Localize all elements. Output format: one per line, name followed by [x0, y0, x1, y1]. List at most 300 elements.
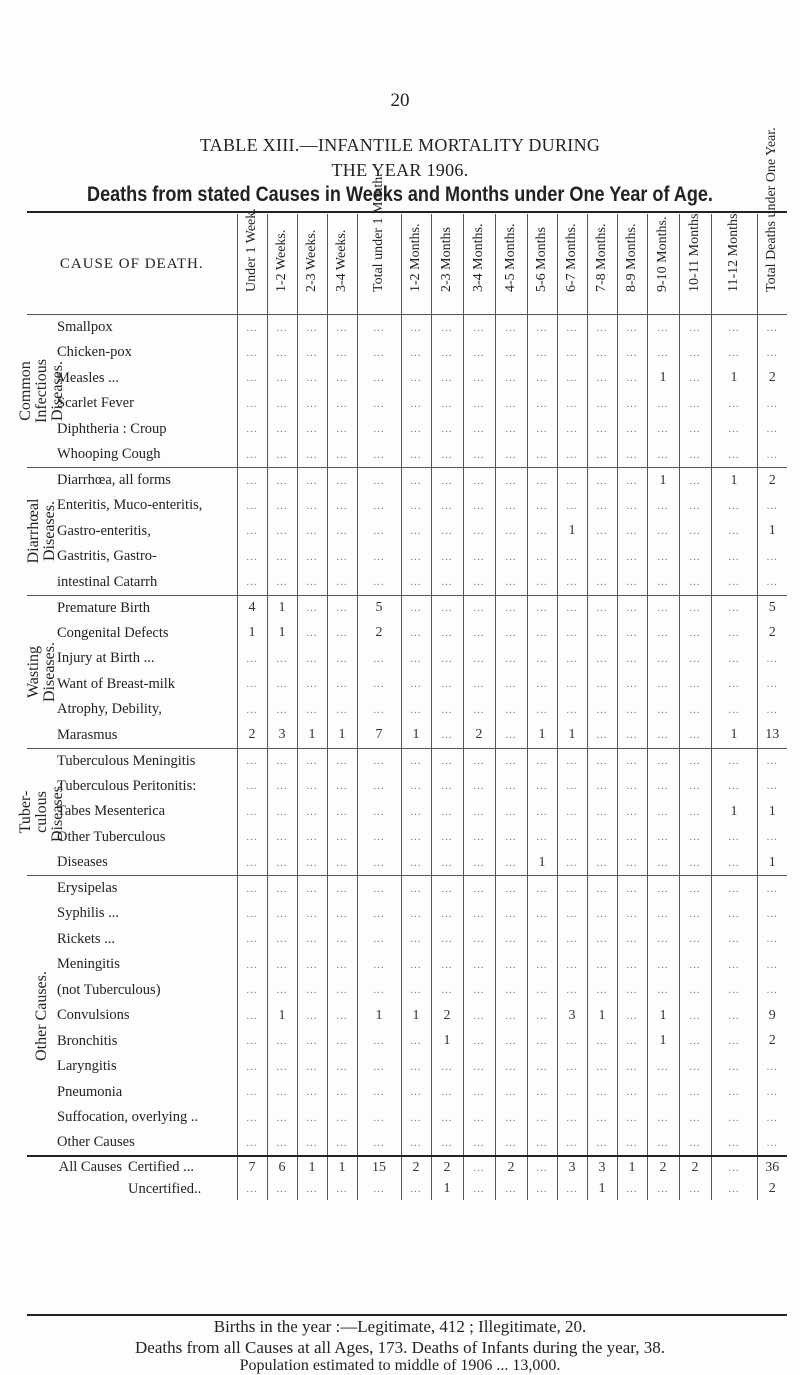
- value-cell: ...: [463, 340, 495, 366]
- value-cell: ...: [679, 901, 711, 927]
- value-cell: ...: [527, 1178, 557, 1200]
- value-cell: ...: [647, 570, 679, 596]
- value-cell: ...: [357, 952, 401, 978]
- value-cell: ...: [679, 595, 711, 621]
- value-cell: ...: [617, 876, 647, 902]
- value-cell: 1: [587, 1178, 617, 1200]
- column-header-label: 8-9 Months.: [624, 223, 640, 292]
- cause-label: Scarlet Fever: [57, 395, 134, 412]
- table-row: [27, 1054, 787, 1080]
- value-cell: ...: [327, 901, 357, 927]
- value-cell: ...: [237, 799, 267, 825]
- value-cell: ...: [587, 799, 617, 825]
- value-cell: ...: [587, 417, 617, 443]
- value-cell: ...: [587, 697, 617, 723]
- value-cell: ...: [527, 1156, 557, 1178]
- value-cell: ...: [267, 697, 297, 723]
- column-header: [357, 173, 401, 315]
- value-cell: 5: [757, 595, 787, 621]
- value-cell: ...: [297, 468, 327, 494]
- value-cell: ...: [711, 315, 757, 341]
- value-cell: ...: [495, 1003, 527, 1029]
- value-cell: ...: [357, 544, 401, 570]
- value-cell: ...: [711, 340, 757, 366]
- value-cell: ...: [297, 1131, 327, 1157]
- value-cell: ...: [357, 417, 401, 443]
- value-cell: ...: [431, 723, 463, 749]
- value-cell: ...: [327, 978, 357, 1004]
- column-header: [297, 214, 327, 315]
- value-cell: ...: [431, 417, 463, 443]
- value-cell: ...: [679, 468, 711, 494]
- value-cell: ...: [757, 672, 787, 698]
- value-cell: ...: [401, 1029, 431, 1055]
- value-cell: ...: [267, 927, 297, 953]
- table-subtitle: Deaths from stated Causes in Weeks and Months under One Year of Age.: [87, 183, 713, 206]
- value-cell: ...: [557, 417, 587, 443]
- value-cell: ...: [327, 697, 357, 723]
- value-cell: 1: [267, 621, 297, 647]
- value-cell: ...: [327, 952, 357, 978]
- value-cell: 7: [357, 723, 401, 749]
- value-cell: ...: [711, 1105, 757, 1131]
- value-cell: ...: [463, 672, 495, 698]
- value-cell: ...: [327, 442, 357, 468]
- cause-label: Gastritis, Gastro-: [57, 548, 157, 565]
- value-cell: ...: [431, 442, 463, 468]
- column-header-label: 5-6 Months: [534, 227, 550, 292]
- value-cell: ...: [647, 1054, 679, 1080]
- value-cell: ...: [267, 825, 297, 851]
- cause-label: Marasmus: [57, 726, 118, 743]
- value-cell: ...: [463, 417, 495, 443]
- value-cell: ...: [557, 825, 587, 851]
- value-cell: ...: [327, 927, 357, 953]
- value-cell: ...: [557, 1029, 587, 1055]
- value-cell: 3: [557, 1156, 587, 1178]
- value-cell: ...: [401, 901, 431, 927]
- value-cell: ...: [557, 799, 587, 825]
- value-cell: ...: [647, 927, 679, 953]
- value-cell: ...: [587, 723, 617, 749]
- value-cell: ...: [327, 646, 357, 672]
- value-cell: ...: [297, 952, 327, 978]
- value-cell: ...: [679, 493, 711, 519]
- value-cell: ...: [557, 366, 587, 392]
- value-cell: ...: [401, 774, 431, 800]
- value-cell: 1: [267, 1003, 297, 1029]
- value-cell: 1: [647, 468, 679, 494]
- value-cell: ...: [527, 595, 557, 621]
- value-cell: ...: [711, 621, 757, 647]
- table-row: [27, 315, 787, 341]
- value-cell: ...: [757, 391, 787, 417]
- value-cell: ...: [557, 876, 587, 902]
- value-cell: ...: [557, 952, 587, 978]
- value-cell: ...: [557, 850, 587, 876]
- value-cell: ...: [647, 519, 679, 545]
- table-title-year: THE YEAR 1906.: [331, 160, 469, 180]
- cause-label: Injury at Birth ...: [57, 650, 155, 667]
- value-cell: ...: [527, 417, 557, 443]
- value-cell: ...: [463, 978, 495, 1004]
- value-cell: ...: [297, 1080, 327, 1106]
- value-cell: ...: [297, 876, 327, 902]
- value-cell: ...: [647, 442, 679, 468]
- value-cell: ...: [527, 366, 557, 392]
- value-cell: 1: [527, 850, 557, 876]
- value-cell: ...: [463, 442, 495, 468]
- value-cell: ...: [495, 366, 527, 392]
- value-cell: ...: [711, 544, 757, 570]
- value-cell: ...: [495, 978, 527, 1004]
- cause-label: Rickets ...: [57, 930, 115, 947]
- value-cell: ...: [617, 493, 647, 519]
- value-cell: ...: [357, 1080, 401, 1106]
- value-cell: ...: [495, 1054, 527, 1080]
- value-cell: ...: [237, 391, 267, 417]
- value-cell: 1: [237, 621, 267, 647]
- value-cell: ...: [267, 366, 297, 392]
- value-cell: ...: [267, 315, 297, 341]
- value-cell: ...: [357, 1029, 401, 1055]
- column-header: [647, 214, 679, 315]
- value-cell: 1: [527, 723, 557, 749]
- value-cell: ...: [617, 1054, 647, 1080]
- value-cell: ...: [757, 978, 787, 1004]
- column-header: [463, 214, 495, 315]
- value-cell: 1: [557, 723, 587, 749]
- value-cell: ...: [431, 570, 463, 596]
- value-cell: ...: [679, 1003, 711, 1029]
- value-cell: ...: [431, 697, 463, 723]
- cause-label: Other Causes: [57, 1134, 135, 1151]
- table-row: [27, 723, 787, 749]
- value-cell: ...: [757, 1105, 787, 1131]
- value-cell: ...: [679, 417, 711, 443]
- value-cell: ...: [495, 723, 527, 749]
- column-header-label: 2-3 Months: [439, 227, 455, 292]
- value-cell: ...: [357, 1105, 401, 1131]
- value-cell: ...: [237, 468, 267, 494]
- value-cell: ...: [679, 697, 711, 723]
- value-cell: ...: [267, 544, 297, 570]
- value-cell: ...: [679, 927, 711, 953]
- population-line: Population estimated to middle of 1906 ... 13,000.: [239, 1357, 561, 1374]
- value-cell: ...: [711, 391, 757, 417]
- value-cell: ...: [463, 1003, 495, 1029]
- cause-label: Enteritis, Muco-enteritis,: [57, 497, 203, 514]
- value-cell: ...: [757, 927, 787, 953]
- value-cell: ...: [495, 697, 527, 723]
- value-cell: ...: [463, 544, 495, 570]
- value-cell: ...: [587, 1131, 617, 1157]
- value-cell: ...: [527, 1029, 557, 1055]
- value-cell: ...: [463, 1131, 495, 1157]
- value-cell: ...: [431, 748, 463, 774]
- value-cell: 2: [757, 1178, 787, 1200]
- value-cell: ...: [431, 519, 463, 545]
- value-cell: ...: [297, 672, 327, 698]
- value-cell: ...: [679, 978, 711, 1004]
- value-cell: ...: [431, 315, 463, 341]
- value-cell: ...: [401, 1080, 431, 1106]
- value-cell: ...: [587, 774, 617, 800]
- value-cell: ...: [495, 442, 527, 468]
- value-cell: ...: [647, 978, 679, 1004]
- value-cell: ...: [463, 1054, 495, 1080]
- value-cell: 1: [401, 723, 431, 749]
- value-cell: ...: [617, 391, 647, 417]
- value-cell: ...: [527, 927, 557, 953]
- value-cell: 2: [647, 1156, 679, 1178]
- table-row: [27, 748, 787, 774]
- value-cell: ...: [297, 340, 327, 366]
- value-cell: ...: [679, 570, 711, 596]
- certified-label: Certified ...: [128, 1159, 195, 1175]
- value-cell: ...: [431, 621, 463, 647]
- value-cell: ...: [237, 876, 267, 902]
- value-cell: ...: [297, 544, 327, 570]
- value-cell: ...: [327, 1131, 357, 1157]
- value-cell: ...: [647, 876, 679, 902]
- group-label-text: Diarrhœal Diseases.: [25, 498, 58, 564]
- value-cell: ...: [757, 1054, 787, 1080]
- value-cell: ...: [527, 1054, 557, 1080]
- value-cell: ...: [679, 544, 711, 570]
- value-cell: ...: [401, 825, 431, 851]
- value-cell: ...: [617, 774, 647, 800]
- value-cell: ...: [617, 315, 647, 341]
- value-cell: ...: [527, 697, 557, 723]
- value-cell: ...: [495, 1105, 527, 1131]
- value-cell: ...: [463, 799, 495, 825]
- value-cell: ...: [527, 825, 557, 851]
- value-cell: 1: [327, 723, 357, 749]
- value-cell: ...: [557, 1178, 587, 1200]
- value-cell: ...: [237, 340, 267, 366]
- value-cell: ...: [679, 1080, 711, 1106]
- value-cell: ...: [679, 1029, 711, 1055]
- value-cell: 2: [463, 723, 495, 749]
- value-cell: ...: [647, 723, 679, 749]
- value-cell: ...: [463, 519, 495, 545]
- value-cell: ...: [463, 952, 495, 978]
- value-cell: ...: [401, 927, 431, 953]
- value-cell: ...: [587, 442, 617, 468]
- value-cell: ...: [237, 493, 267, 519]
- value-cell: ...: [587, 1054, 617, 1080]
- value-cell: ...: [711, 697, 757, 723]
- value-cell: ...: [401, 366, 431, 392]
- column-header-label: 3-4 Weeks.: [334, 229, 350, 292]
- value-cell: ...: [431, 952, 463, 978]
- value-cell: ...: [679, 952, 711, 978]
- all-causes-label: [27, 1178, 237, 1200]
- value-cell: ...: [357, 774, 401, 800]
- value-cell: ...: [679, 366, 711, 392]
- value-cell: ...: [495, 748, 527, 774]
- value-cell: ...: [431, 799, 463, 825]
- value-cell: ...: [357, 697, 401, 723]
- cause-label: Gastro-enteritis,: [57, 522, 151, 539]
- value-cell: ...: [431, 927, 463, 953]
- top-rule: [27, 211, 787, 213]
- value-cell: ...: [587, 519, 617, 545]
- value-cell: ...: [357, 1054, 401, 1080]
- table-row: [27, 544, 787, 570]
- value-cell: ...: [401, 646, 431, 672]
- table-row: [27, 978, 787, 1004]
- value-cell: ...: [357, 748, 401, 774]
- value-cell: 1: [647, 366, 679, 392]
- value-cell: ...: [495, 876, 527, 902]
- value-cell: ...: [401, 519, 431, 545]
- table-row: [27, 952, 787, 978]
- table-row: [27, 1131, 787, 1157]
- value-cell: ...: [267, 1080, 297, 1106]
- value-cell: ...: [297, 1054, 327, 1080]
- uncertified-label: Uncertified..: [128, 1180, 202, 1197]
- value-cell: ...: [647, 493, 679, 519]
- value-cell: ...: [711, 1003, 757, 1029]
- value-cell: ...: [587, 978, 617, 1004]
- value-cell: ...: [757, 544, 787, 570]
- value-cell: ...: [557, 646, 587, 672]
- value-cell: ...: [431, 646, 463, 672]
- value-cell: 1: [297, 723, 327, 749]
- value-cell: ...: [587, 748, 617, 774]
- value-cell: ...: [757, 1131, 787, 1157]
- value-cell: ...: [431, 672, 463, 698]
- value-cell: ...: [297, 366, 327, 392]
- deaths-line: Deaths from all Causes at all Ages, 173. Deaths of Infants during the year, 38.: [135, 1338, 665, 1357]
- value-cell: ...: [463, 1029, 495, 1055]
- value-cell: ...: [495, 570, 527, 596]
- value-cell: ...: [495, 1080, 527, 1106]
- value-cell: ...: [357, 391, 401, 417]
- value-cell: ...: [357, 442, 401, 468]
- cause-label: (not Tuberculous): [57, 981, 161, 998]
- value-cell: 2: [431, 1156, 463, 1178]
- value-cell: ...: [357, 1178, 401, 1200]
- value-cell: ...: [495, 468, 527, 494]
- value-cell: ...: [357, 1131, 401, 1157]
- value-cell: ...: [401, 417, 431, 443]
- value-cell: ...: [711, 774, 757, 800]
- value-cell: ...: [267, 748, 297, 774]
- value-cell: ...: [327, 748, 357, 774]
- table-row: [27, 595, 787, 621]
- value-cell: ...: [463, 646, 495, 672]
- value-cell: ...: [237, 366, 267, 392]
- value-cell: ...: [357, 978, 401, 1004]
- value-cell: ...: [679, 621, 711, 647]
- value-cell: ...: [327, 799, 357, 825]
- value-cell: ...: [557, 1054, 587, 1080]
- value-cell: ...: [297, 646, 327, 672]
- value-cell: ...: [297, 417, 327, 443]
- value-cell: ...: [647, 391, 679, 417]
- value-cell: ...: [617, 595, 647, 621]
- column-header: [617, 214, 647, 315]
- value-cell: ...: [617, 901, 647, 927]
- value-cell: ...: [557, 978, 587, 1004]
- value-cell: ...: [297, 570, 327, 596]
- value-cell: ...: [647, 850, 679, 876]
- value-cell: ...: [527, 493, 557, 519]
- value-cell: ...: [267, 646, 297, 672]
- value-cell: ...: [527, 672, 557, 698]
- value-cell: ...: [495, 825, 527, 851]
- value-cell: ...: [357, 366, 401, 392]
- value-cell: ...: [357, 672, 401, 698]
- value-cell: ...: [557, 493, 587, 519]
- value-cell: ...: [527, 1131, 557, 1157]
- value-cell: ...: [327, 621, 357, 647]
- value-cell: 1: [357, 1003, 401, 1029]
- value-cell: ...: [587, 595, 617, 621]
- cause-header: CAUSE OF DEATH.: [59, 255, 204, 272]
- table-row: [27, 825, 787, 851]
- cause-label: Smallpox: [57, 315, 237, 341]
- value-cell: ...: [587, 672, 617, 698]
- bottom-rule: [27, 1314, 787, 1316]
- value-cell: ...: [431, 850, 463, 876]
- value-cell: ...: [617, 1178, 647, 1200]
- value-cell: ...: [267, 391, 297, 417]
- group-label: [17, 315, 66, 468]
- value-cell: ...: [647, 748, 679, 774]
- value-cell: ...: [527, 748, 557, 774]
- cause-label: Whooping Cough: [57, 446, 161, 462]
- value-cell: ...: [757, 748, 787, 774]
- value-cell: ...: [297, 1105, 327, 1131]
- value-cell: ...: [647, 901, 679, 927]
- value-cell: 1: [757, 799, 787, 825]
- value-cell: ...: [267, 493, 297, 519]
- value-cell: ...: [327, 340, 357, 366]
- table-row: [27, 876, 787, 902]
- value-cell: ...: [587, 391, 617, 417]
- value-cell: ...: [297, 595, 327, 621]
- value-cell: ...: [401, 315, 431, 341]
- table-row: [27, 799, 787, 825]
- value-cell: 2: [357, 621, 401, 647]
- value-cell: ...: [495, 927, 527, 953]
- value-cell: 1: [711, 723, 757, 749]
- value-cell: ...: [237, 748, 267, 774]
- value-cell: ...: [357, 340, 401, 366]
- table-row: [27, 340, 787, 366]
- value-cell: ...: [557, 1105, 587, 1131]
- value-cell: ...: [463, 774, 495, 800]
- value-cell: ...: [297, 493, 327, 519]
- value-cell: ...: [267, 1131, 297, 1157]
- value-cell: ...: [679, 876, 711, 902]
- table-row: [27, 621, 787, 647]
- value-cell: ...: [463, 1080, 495, 1106]
- value-cell: ...: [557, 391, 587, 417]
- value-cell: ...: [267, 901, 297, 927]
- value-cell: 1: [711, 799, 757, 825]
- value-cell: ...: [757, 774, 787, 800]
- header-row: [27, 214, 787, 315]
- value-cell: ...: [237, 315, 267, 341]
- value-cell: ...: [527, 519, 557, 545]
- value-cell: ...: [297, 978, 327, 1004]
- value-cell: ...: [495, 315, 527, 341]
